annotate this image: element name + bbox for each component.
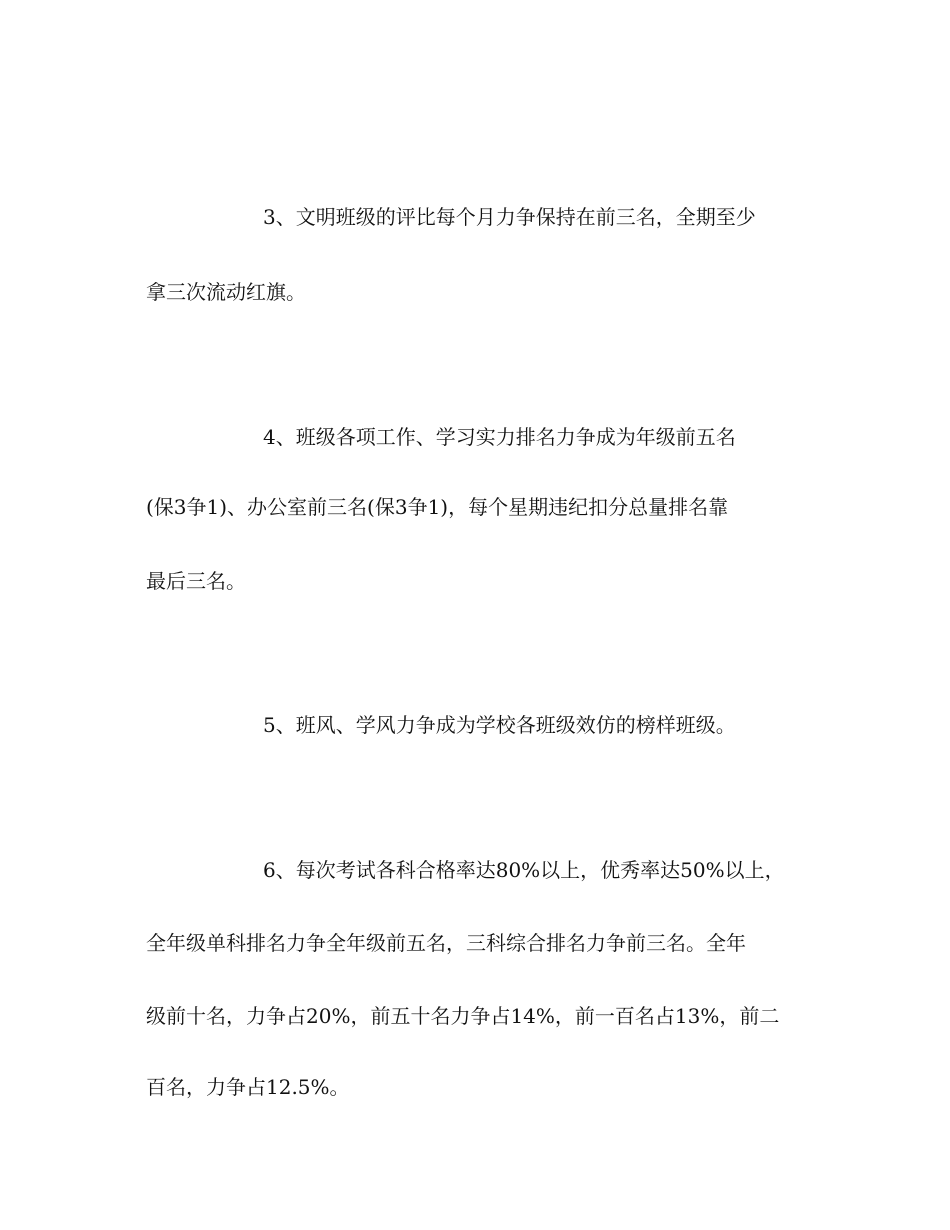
paragraph-3-line-2: 拿三次流动红旗。 [146, 280, 306, 304]
paragraph-3-line-1: 3、文明班级的评比每个月力争保持在前三名，全期至少 [263, 205, 756, 229]
paragraph-6-line-4: 百名，力争占12.5%。 [146, 1075, 350, 1099]
paragraph-6-line-1: 6、每次考试各科合格率达80%以上，优秀率达50%以上， [263, 858, 785, 882]
paragraph-4-line-3: 最后三名。 [146, 569, 246, 593]
paragraph-6-line-3: 级前十名，力争占20%，前五十名力争占14%，前一百名占13%，前二 [146, 1004, 780, 1028]
paragraph-4-line-2: (保3争1)、办公室前三名(保3争1)，每个星期违纪扣分总量排名靠 [146, 495, 729, 519]
paragraph-4-line-1: 4、班级各项工作、学习实力排名力争成为年级前五名 [263, 425, 736, 449]
paragraph-5-line-1: 5、班风、学风力争成为学校各班级效仿的榜样班级。 [263, 713, 736, 737]
paragraph-6-line-2: 全年级单科排名力争全年级前五名，三科综合排名力争前三名。全年 [146, 931, 746, 955]
